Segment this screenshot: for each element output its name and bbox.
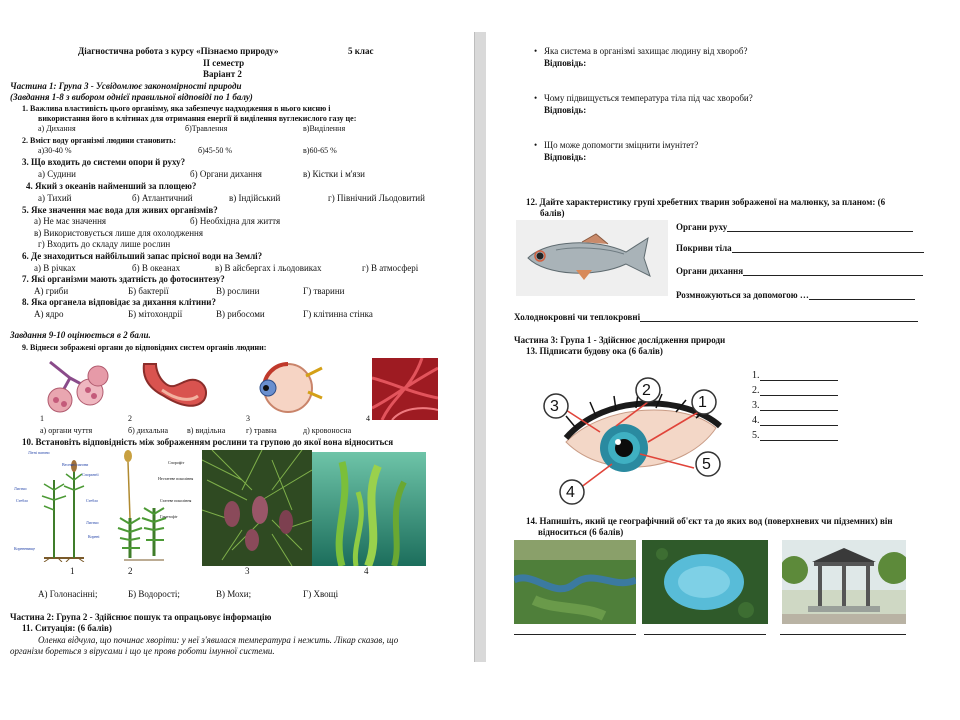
situation-text: Оленка відчула, що починає хворіти: у неї з'явилася температура і нежить. Лікар сказав, що [38,635,399,645]
q7-option: Г) тварини [303,286,345,296]
fish-image [516,220,668,296]
q9-option: в) видільна [187,426,226,435]
q3-option: а) Судини [38,169,76,179]
answer-line[interactable] [743,266,923,276]
diagram-label: Листки [86,520,99,525]
q5-option: б) Необхідна для життя [190,216,281,226]
question-12: 12. Дайте характеристику групі хребетних тварин зображеної на малюнку, за планом: (6 [526,197,886,207]
q6-option: б) В океанах [132,263,181,273]
q2-option: а)30-40 % [38,146,72,155]
q1-option: б)Травлення [185,124,228,133]
answer-label: Відповідь: [544,58,587,68]
q4-option: б) Атлантичний [132,193,193,203]
answer-line[interactable] [727,222,913,232]
moss-diagram-image [114,448,196,564]
grade-label: 5 клас [348,46,374,56]
q9-option: а) органи чуття [40,426,93,435]
q5-option: а) Не має значення [34,216,107,226]
answer-line[interactable] [760,416,838,426]
field-label: Холоднокровні чи теплокровні [514,312,641,322]
river-aerial-image [514,540,636,624]
q10-option: Г) Хвощі [303,589,339,599]
q9-number: 4 [366,414,370,423]
q7-option: А) гриби [34,286,69,296]
q9-option: б) дихальна [128,426,169,435]
diagram-label: Корені [88,534,100,539]
variant-label: Варіант 2 [203,69,242,79]
diagram-label: Кореневище [14,546,36,551]
algae-image [312,452,426,566]
q6-option: г) В атмосфері [362,263,419,273]
diagram-label: Нестатеве покоління [158,476,194,481]
q4-option: в) Індійський [229,193,281,203]
q2-option: в)60-65 % [303,146,337,155]
q1-option: в)Виділення [303,124,346,133]
answer-line[interactable] [644,634,766,635]
stomach-image [132,360,212,414]
eye-callout: 1 [698,394,707,411]
q2-option: б)45-50 % [198,146,233,155]
eye-answer-1 [752,370,838,381]
answer-line[interactable] [732,243,924,253]
answer-label: Відповідь: [544,105,587,115]
question-14-cont: відноситься (6 балів) [538,527,624,537]
diagram-label: Статеве покоління [160,498,192,503]
q9-number: 1 [40,414,44,423]
lake-aerial-image [642,540,768,624]
q5-option: в) Використовується лише для охолодження [34,228,204,238]
diagram-label: Гаметофіт [160,514,178,519]
list-number: 3. [752,400,760,411]
question-11: 11. Ситуація: (6 балів) [22,623,112,633]
eye-anatomy-image [248,358,324,416]
q10-option: А) Голонасінні; [38,589,98,599]
eye-answer-3 [752,400,838,411]
field-label: Органи дихання [676,266,744,276]
q4-option: а) Тихий [38,193,72,203]
horsetail-diagram-image [14,450,108,562]
q9-option: г) травна [246,426,277,435]
q6-option: в) В айсбергах і льодовиках [215,263,322,273]
question-bullet-3: Що може допомогти зміцнити імунітет? [544,140,699,150]
q8-option: Г) клітинна стінка [303,309,373,319]
question-3: 3. Що входить до системи опори й руху? [22,157,186,167]
diagram-label: Стебло [16,498,29,503]
answer-line[interactable] [760,386,838,396]
part2-heading: Частина 2: Група 2 - Здійснює пошук та опрацьовує інформацію [10,612,272,622]
eye-callout: 3 [550,398,559,415]
blood-vessels-image [372,358,438,420]
q9-option: д) кровоносна [303,426,352,435]
worksheet-title: Діагностична робота з курсу «Пізнаємо природу» [78,46,279,56]
diagram-label: Стебло [86,498,99,503]
answer-label: Відповідь: [544,152,587,162]
q4-option: г) Північний Льодовитий [328,193,425,203]
question-9: 9. Віднеси зображені органи до відповідних систем органів людини: [22,343,267,352]
cold-warm-blooded [514,312,918,322]
situation-text-cont: організм бореться з вірусами і що це прояв роботи імунної системи. [10,646,275,656]
q7-option: В) рослини [216,286,260,296]
q3-option: б) Органи дихання [190,169,262,179]
q6-option: а) В річках [34,263,76,273]
fish-field-respiration [676,266,923,276]
q8-option: Б) мітохондрії [128,309,183,319]
q10-number: 3 [245,566,250,576]
eye-callout: 5 [702,456,711,473]
q9-number: 3 [246,414,250,423]
question-8: 8. Яка органела відповідає за дихання клітини? [22,297,216,307]
question-13: 13. Підписати будову ока (6 балів) [526,346,663,356]
q10-number: 4 [364,566,369,576]
question-4: 4. Який з океанів найменший за площею? [26,181,197,191]
q1-option: а) Дихання [38,124,76,133]
question-14: 14. Напишіть, який це географічний об'єкт та до яких вод (поверхневих чи підземних) він [526,516,893,526]
left-page [0,0,474,662]
eye-structure-diagram [536,372,746,506]
part1-heading: Частина 1: Група 3 - Усвідомлює закономірності природи [10,81,242,91]
list-number: 4. [752,415,760,426]
answer-line[interactable] [760,431,838,441]
question-7: 7. Які організми мають здатність до фотосинтезу? [22,274,225,284]
eye-answer-2 [752,385,838,396]
fish-field-body-cover [676,243,924,253]
list-number: 5. [752,430,760,441]
q10-number: 2 [128,566,133,576]
question-12-cont: балів) [540,208,565,218]
gazebo-spring-image [782,540,906,624]
bullet-dot: • [534,93,538,103]
q9-number: 2 [128,414,132,423]
answer-line[interactable] [640,312,918,322]
question-bullet-1: Яка система в організмі захищає людину від хвороб? [544,46,748,56]
fish-field-reproduction [676,290,915,300]
q8-option: В) рибосоми [216,309,265,319]
field-label: Покриви тіла [676,243,732,253]
bullet-dot: • [534,46,538,56]
part3-heading: Частина 3: Група 1 - Здійснює дослідження природи [514,335,726,345]
eye-answer-5 [752,430,838,441]
right-page [486,0,960,662]
list-number: 2. [752,385,760,396]
q8-option: А) ядро [34,309,64,319]
question-10: 10. Встановіть відповідність між зображенням рослини та групою до якої вона відноситься [22,437,394,447]
bullet-dot: • [534,140,538,150]
answer-line[interactable] [760,371,838,381]
diagram-label: Спорангії [82,472,99,477]
field-label: Розмножуються за допомогою … [676,290,809,300]
fish-field-locomotion [676,222,913,232]
pine-cones-image [202,450,312,566]
q10-option: В) Мохи; [216,589,252,599]
question-6: 6. Де знаходиться найбільший запас прісної води на Землі? [22,251,263,261]
answer-line[interactable] [514,634,636,635]
question-5: 5. Яке значення має вода для живих організмів? [22,205,218,215]
q3-option: в) Кістки і м'язи [303,169,365,179]
lungs-alveoli-image [40,356,118,418]
diagram-label: Листки [14,486,27,491]
field-label: Органи руху [676,222,728,232]
answer-line[interactable] [760,401,838,411]
semester-label: ІІ семестр [203,58,245,68]
eye-callout: 2 [642,382,651,399]
q10-number: 1 [70,566,75,576]
q10-option: Б) Водорості; [128,589,180,599]
list-number: 1. [752,370,760,381]
q5-option: г) Входить до складу лише рослин [38,239,171,249]
diagram-label: Літні пагони [28,450,50,455]
tasks-9-10-note: Завдання 9-10 оцінюється в 2 бали. [10,330,151,340]
answer-line[interactable] [809,290,915,300]
answer-line[interactable] [780,634,906,635]
question-1: 1. Важлива властивість цього організму, яка забезпечує надходження в нього кисню і [22,104,331,113]
diagram-label: Спорофіт [168,460,185,465]
eye-callout: 4 [566,484,575,501]
eye-answer-4 [752,415,838,426]
q7-option: Б) бактерії [128,286,169,296]
question-2: 2. Вміст воду організмі людини становить: [22,136,177,145]
question-1-cont: використання його в клітинах для отримання енергії й виділення вуглекислого газу це: [38,114,357,123]
part1-subheading: (Завдання 1-8 з вибором однієї правильної відповіді по 1 балу) [10,92,253,102]
diagram-label: Весняні пагони [62,462,89,467]
question-bullet-2: Чому підвищується температура тіла під час хвороби? [544,93,753,103]
